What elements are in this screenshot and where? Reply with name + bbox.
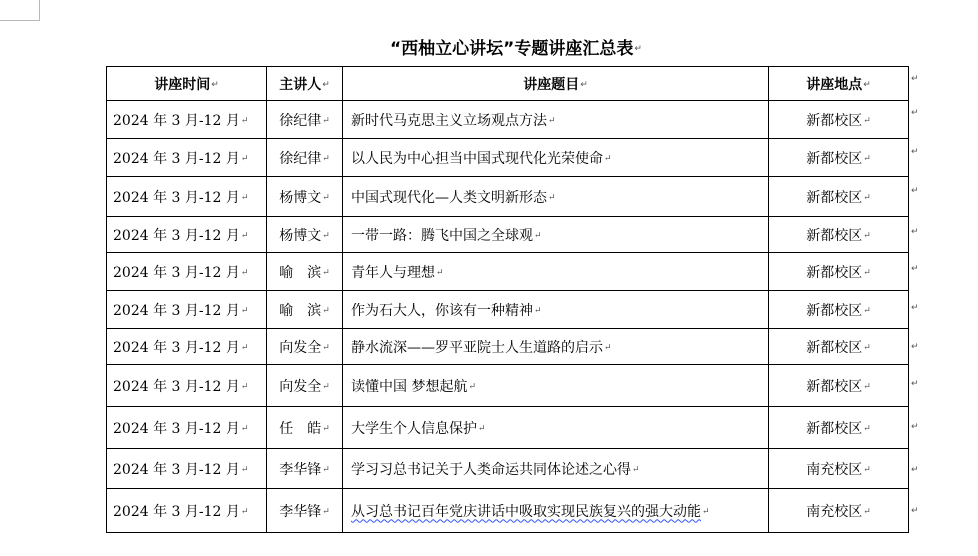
table-row — [107, 217, 909, 253]
cell-time[interactable]: 2024 年 3 月-12 月↵ — [107, 139, 267, 177]
row-end-mark: ↵ — [911, 186, 919, 196]
cell-time[interactable]: 2024 年 3 月-12 月↵ — [107, 407, 267, 449]
cell-topic[interactable]: 以人民为中心担当中国式现代化光荣使命↵ — [343, 139, 769, 177]
document-title-text: “西柚立心讲坛”专题讲座汇总表 — [390, 39, 634, 59]
cell-topic[interactable]: 中国式现代化—人类文明新形态↵ — [343, 177, 769, 217]
cell-topic[interactable]: 学习习总书记关于人类命运共同体论述之心得↵ — [343, 449, 769, 489]
table-row — [107, 449, 909, 489]
cell-topic[interactable]: 从习总书记百年党庆讲话中吸取实现民族复兴的强大动能↵ — [343, 489, 769, 533]
cell-topic[interactable]: 青年人与理想↵ — [343, 253, 769, 291]
cell-location[interactable]: 南充校区↵ — [769, 489, 909, 533]
row-end-mark: ↵ — [911, 74, 919, 84]
cell-speaker[interactable]: 徐纪律↵ — [267, 101, 343, 139]
row-end-mark: ↵ — [911, 379, 919, 389]
table-row — [107, 407, 909, 449]
table-header-row — [107, 67, 909, 101]
cell-speaker[interactable]: 任 皓↵ — [267, 407, 343, 449]
table-row — [107, 101, 909, 139]
cell-time[interactable]: 2024 年 3 月-12 月↵ — [107, 177, 267, 217]
cell-location[interactable]: 新都校区↵ — [769, 177, 909, 217]
table-row — [107, 139, 909, 177]
cell-location[interactable]: 新都校区↵ — [769, 365, 909, 407]
table-row — [107, 489, 909, 533]
cell-location[interactable]: 新都校区↵ — [769, 291, 909, 329]
cell-speaker[interactable]: 杨博文↵ — [267, 177, 343, 217]
paragraph-mark: ↵ — [634, 44, 642, 54]
cell-location[interactable]: 新都校区↵ — [769, 139, 909, 177]
cell-time[interactable]: 2024 年 3 月-12 月↵ — [107, 365, 267, 407]
table-row — [107, 177, 909, 217]
row-end-mark: ↵ — [911, 465, 919, 475]
cell-time[interactable]: 2024 年 3 月-12 月↵ — [107, 489, 267, 533]
page-margin-corner-mark — [0, 0, 40, 21]
cell-time[interactable]: 2024 年 3 月-12 月↵ — [107, 329, 267, 365]
cell-topic[interactable]: 大学生个人信息保护↵ — [343, 407, 769, 449]
cell-location[interactable]: 新都校区↵ — [769, 101, 909, 139]
cell-speaker[interactable]: 向发全↵ — [267, 365, 343, 407]
cell-speaker[interactable]: 向发全↵ — [267, 329, 343, 365]
table-row — [107, 329, 909, 365]
table-row — [107, 253, 909, 291]
row-end-mark: ↵ — [911, 108, 919, 118]
document-title — [390, 34, 642, 59]
cell-location[interactable]: 新都校区↵ — [769, 253, 909, 291]
cell-topic[interactable]: 一带一路：腾飞中国之全球观↵ — [343, 217, 769, 253]
row-end-mark: ↵ — [911, 342, 919, 352]
cell-time[interactable]: 2024 年 3 月-12 月↵ — [107, 449, 267, 489]
row-end-mark: ↵ — [911, 264, 919, 274]
header-speaker[interactable]: 主讲人↵ — [267, 67, 343, 101]
header-time[interactable]: 讲座时间↵ — [107, 67, 267, 101]
lecture-summary-table — [106, 66, 909, 533]
row-end-mark: ↵ — [911, 506, 919, 516]
cell-time[interactable]: 2024 年 3 月-12 月↵ — [107, 217, 267, 253]
row-end-mark: ↵ — [911, 227, 919, 237]
cell-speaker[interactable]: 喻 滨↵ — [267, 291, 343, 329]
cell-speaker[interactable]: 李华锋↵ — [267, 449, 343, 489]
cell-time[interactable]: 2024 年 3 月-12 月↵ — [107, 101, 267, 139]
cell-topic[interactable]: 读懂中国 梦想起航↵ — [343, 365, 769, 407]
cell-location[interactable]: 新都校区↵ — [769, 217, 909, 253]
table-row — [107, 365, 909, 407]
row-end-mark: ↵ — [911, 147, 919, 157]
cell-speaker[interactable]: 李华锋↵ — [267, 489, 343, 533]
cell-location[interactable]: 南充校区↵ — [769, 449, 909, 489]
cell-speaker[interactable]: 徐纪律↵ — [267, 139, 343, 177]
header-topic[interactable]: 讲座题目↵ — [343, 67, 769, 101]
table-row — [107, 291, 909, 329]
row-end-mark: ↵ — [911, 422, 919, 432]
cell-topic[interactable]: 新时代马克思主义立场观点方法↵ — [343, 101, 769, 139]
cell-location[interactable]: 新都校区↵ — [769, 329, 909, 365]
cell-topic[interactable]: 静水流深——罗平亚院士人生道路的启示↵ — [343, 329, 769, 365]
cell-speaker[interactable]: 喻 滨↵ — [267, 253, 343, 291]
row-end-mark: ↵ — [911, 303, 919, 313]
cell-location[interactable]: 新都校区↵ — [769, 407, 909, 449]
cell-topic[interactable]: 作为石大人，你该有一种精神↵ — [343, 291, 769, 329]
cell-speaker[interactable]: 杨博文↵ — [267, 217, 343, 253]
cell-time[interactable]: 2024 年 3 月-12 月↵ — [107, 291, 267, 329]
cell-time[interactable]: 2024 年 3 月-12 月↵ — [107, 253, 267, 291]
header-location[interactable]: 讲座地点↵ — [769, 67, 909, 101]
